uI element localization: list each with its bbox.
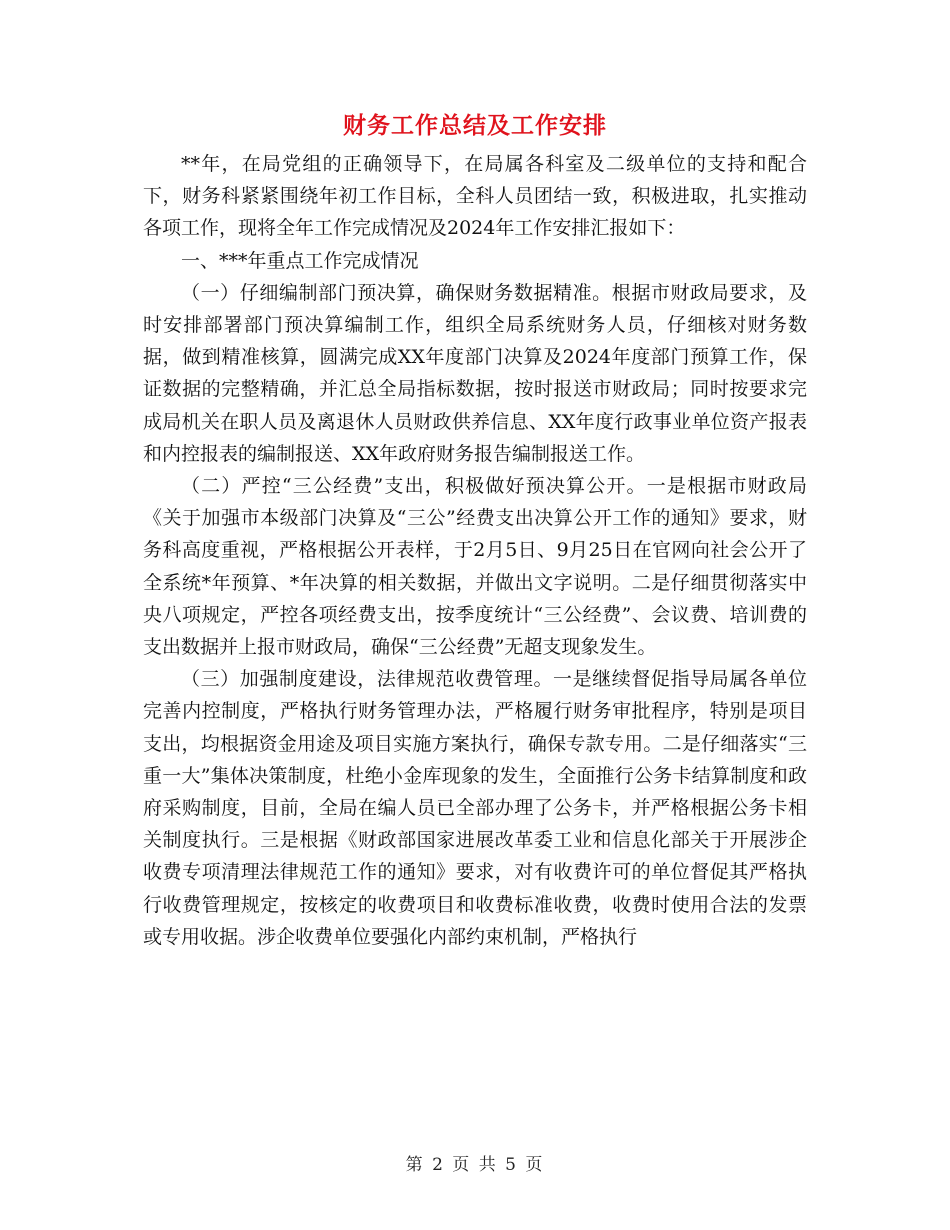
intro-paragraph: **年，在局党组的正确领导下，在局属各科室及二级单位的支持和配合下，财务科紧紧围绕年初工作目标，全科人员团结一致，积极进取，扎实推动各项工作，现将全年工作完成情况及2024年工作安排汇报如下： xyxy=(143,153,807,240)
paragraph-budget: （一）仔细编制部门预决算，确保财务数据精准。根据市财政局要求，及时安排部署部门预决算编制工作，组织全局系统财务人员，仔细核对财务数据，做到精准核算，圆满完成XX年度部门决算及2024年度部门预算工作，保证数据的完整精确，并汇总全局指标数据，按时报送市财政局；同时按要求完成局机关在职人员及离退休人员财政供养信息、XX年度行政事业单位资产报表和内控报表的编制报送、XX年政府财务报告编制报送工作。 xyxy=(143,281,807,465)
page-number-footer: 第 2 页 共 5 页 xyxy=(405,1155,545,1175)
document-title: 财务工作总结及工作安排 xyxy=(343,112,607,139)
document-body xyxy=(143,148,807,953)
paragraph-three-public-funds: （二）严控“三公经费”支出，积极做好预决算公开。一是根据市财政局《关于加强市本级部门决算及“三公”经费支出决算公开工作的通知》要求，财务科高度重视，严格根据公开表样，于2月5日、9月25日在官网向社会公开了全系统*年预算、*年决算的相关数据，并做出文字说明。二是仔细贯彻落实中央八项规定，严控各项经费支出，按季度统计“三公经费”、会议费、培训费的支出数据并上报市财政局，确保“三公经费”无超支现象发生。 xyxy=(143,475,807,659)
paragraph-system-building: （三）加强制度建设，法律规范收费管理。一是继续督促指导局属各单位完善内控制度，严格执行财务管理办法，严格履行财务审批程序，特别是项目支出，均根据资金用途及项目实施方案执行，确保专款专用。二是仔细落实“三重一大”集体决策制度，杜绝小金库现象的发生，全面推行公务卡结算制度和政府采购制度，目前，全局在编人员已全部办理了公务卡，并严格根据公务卡相关制度执行。三是根据《财政部国家进展改革委工业和信息化部关于开展涉企收费专项清理法律规范工作的通知》要求，对有收费许可的单位督促其严格执行收费管理规定，按核定的收费项目和收费标准收费，收费时使用合法的发票或专用收据。涉企收费单位要强化内部约束机制，严格执行 xyxy=(143,668,807,948)
section-heading: 一、***年重点工作完成情况 xyxy=(181,249,419,272)
